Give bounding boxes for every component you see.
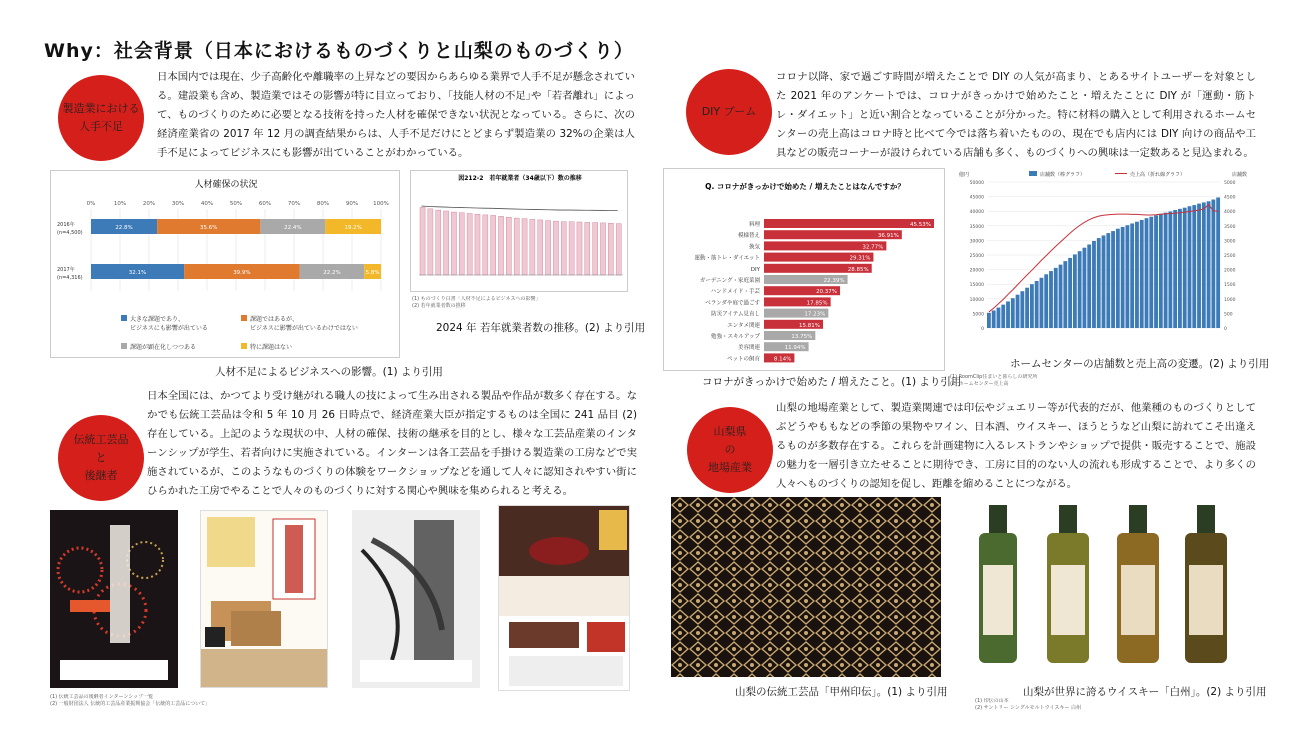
chart4-bar — [1125, 225, 1129, 328]
chart4-bar — [1116, 229, 1120, 328]
chart4-ylabel-right: 店舗数 — [1231, 172, 1247, 178]
chart4-bar — [1111, 231, 1115, 328]
chart2-bar — [530, 219, 535, 275]
chart4-legend-label: 店舗数（棒グラフ） — [1040, 172, 1086, 178]
chart2-bar — [451, 212, 456, 275]
chart3-data-label: 32.77% — [862, 244, 884, 251]
chart4-ytick-left: 25000 — [969, 254, 984, 259]
caption-6: 山梨が世界に誇るウイスキー「白州」。(2) より引用 — [1023, 686, 1267, 698]
caption-2: 2024 年 若年就業者数の推移。(2) より引用 — [436, 322, 646, 334]
chart4-bar — [1001, 305, 1005, 328]
chart3-category-label: ベランダや庭で過ごす — [705, 300, 760, 307]
chart4-panel — [955, 168, 1251, 353]
chart1-data-label: 32.1% — [128, 270, 147, 276]
chart4-bar — [1183, 208, 1187, 328]
chart4-bar — [1178, 209, 1182, 328]
chart4-bar — [1164, 213, 1168, 328]
chart2-bar — [538, 220, 543, 275]
chart3-category-label: 勉強・スキルアップ — [710, 334, 760, 340]
chart2-bar — [593, 223, 598, 275]
chart1-data-label: 22.8% — [115, 225, 133, 231]
section4-text: 山梨の地場産業として、製造業関連では印伝やジュエリー等が代表的だが、他業種のものづくりとしてぶどうやももなどの季節の果物やワイン、日本酒、ウイスキー、ほうとうなど山梨に訪れてこそ出逢えるものが多数存在する。これらを計画建物に入るレストランやショップで提供・販売することで、施設の魅力を一層引き立たせることに期待でき、工房に目的のない人の流れも形成することで、より多くの人々へものづくりの認知を促し、距離を縮めることにつながる。 — [776, 402, 1256, 490]
chart1-category-label: (n=4,316) — [57, 275, 83, 281]
chart4-ytick-left: 40000 — [969, 210, 984, 216]
chart2-line — [422, 206, 618, 211]
chart1-category-label: 2017年 — [57, 267, 75, 273]
chart4-ytick-right: 2000 — [1224, 268, 1236, 274]
chart2-bar — [553, 221, 558, 275]
chart4-bar — [1130, 223, 1134, 328]
chart4-legend-label: 売上高（折れ線グラフ） — [1130, 172, 1186, 178]
chart3-category-label: ハンドメイド・手芸 — [710, 289, 760, 296]
chart2-bar — [459, 213, 464, 275]
chart4-bar — [1106, 233, 1110, 328]
chart4-bar — [1092, 241, 1096, 328]
chart4-bar — [1044, 274, 1048, 328]
chart2-title: 図212-2 若年就業者（34歳以下）数の推移 — [458, 175, 582, 182]
chart2-bar — [428, 209, 433, 275]
chart4-bar — [1149, 217, 1153, 328]
chart4-ytick-right: 5000 — [1224, 181, 1236, 186]
chart4-bar — [1006, 301, 1010, 328]
poster-wakasa-lacquer — [498, 505, 630, 691]
chart3-data-label: 36.91% — [877, 233, 899, 240]
chart1-legend-label: ビジネスにも影響が出ている — [130, 325, 208, 332]
chart4-bar — [1121, 227, 1125, 328]
chart4-ytick-left: 15000 — [969, 283, 984, 289]
chart4-bar — [1211, 200, 1215, 328]
chart4-bar — [1207, 201, 1211, 328]
chart4-ytick-left: 35000 — [969, 224, 984, 230]
chart2-bar — [475, 214, 480, 275]
chart3-panel — [663, 168, 945, 371]
chart4-legend-swatch — [1029, 171, 1037, 176]
chart2-bar — [491, 215, 496, 275]
poster-kiri-box — [200, 510, 328, 688]
chart3-data-label: 17.23% — [804, 311, 826, 318]
chart2-bar — [608, 223, 613, 275]
chart1-legend-swatch — [241, 343, 247, 349]
chart1-data-label: 22.2% — [323, 270, 341, 276]
chart4-bar — [987, 313, 991, 328]
chart2-bar — [483, 215, 488, 275]
poster-fireworks — [50, 510, 178, 688]
chart4-bar — [1140, 220, 1144, 328]
poster-knife — [352, 510, 480, 688]
chart2-bar — [444, 211, 449, 275]
chart4-ytick-left: 50000 — [969, 181, 984, 186]
chart4-bar — [1135, 222, 1139, 328]
chart4-ytick-left: 0 — [981, 327, 984, 332]
chart4-bar — [1202, 202, 1206, 328]
chart1-xtick: 50% — [229, 201, 243, 207]
chart4-ytick-right: 2500 — [1224, 254, 1236, 259]
chart4-bar — [1040, 278, 1044, 328]
chart4-ytick-right: 4000 — [1224, 210, 1236, 216]
chart1-xtick: 60% — [258, 201, 272, 207]
chart2-bar — [585, 222, 590, 275]
chart4-bar — [1059, 265, 1063, 328]
caption-3: コロナがきっかけで始めた / 増えたこと。(1) より引用 — [702, 376, 962, 388]
chart1-xtick: 70% — [287, 201, 301, 207]
chart1-legend-swatch — [241, 315, 247, 321]
chart2-notes: (1) ものづくり白書「人材不足によるビジネスへの影響」 (2) 若年就業者数の推移 — [412, 296, 541, 309]
chart2-panel — [410, 170, 628, 292]
chart1-xtick: 40% — [200, 201, 214, 207]
chart4-bar — [1188, 206, 1192, 328]
chart1-data-label: 5.8% — [365, 270, 380, 276]
chart4-bar — [1054, 268, 1058, 328]
chart3-category-label: DIY — [750, 266, 760, 273]
chart3-data-label: 8.14% — [773, 356, 792, 363]
page-title: Why：社会背景（日本におけるものづくりと山梨のものづくり） — [44, 40, 634, 62]
chart4-bar — [1173, 210, 1177, 328]
caption-1: 人材不足によるビジネスへの影響。(1) より引用 — [215, 366, 443, 378]
hakushu-bottles-image — [975, 505, 1235, 673]
section4-sources: (1) 印伝の山本 (2) サントリー シングルモルトウイスキー 白州 — [975, 698, 1082, 711]
section2-text: コロナ以降、家で過ごす時間が増えたことで DIY の人気が高まり、とあるサイトユーザーを対象とした 2021 年のアンケートでは、コロナがきっかけで始めたこと・増えたことに DIY が「運動・筋トレ・ダイエット」と近い割合となっていることが分かった。特に材料の購入として利用されるホームセンターの売上高はコロナ時と比べて今では落ち着いたものの、現在でも店内には DIY 向けの商品や工具などの販売コーナーが設けられている店舗も多く、ものづくりへの興味は一定数あると見込まれる。 — [776, 71, 1256, 159]
chart4-bar — [1197, 204, 1201, 328]
chart4-bar — [992, 310, 996, 328]
circle-diy-boom: DIY ブーム — [686, 69, 772, 155]
chart1-data-label: 35.6% — [199, 225, 218, 231]
inden-pattern-image — [671, 497, 941, 677]
chart4-ytick-right: 1000 — [1224, 297, 1236, 303]
chart2-bar — [569, 222, 574, 275]
chart4-bar — [1020, 291, 1024, 328]
chart3-bar — [764, 219, 934, 228]
chart4-ytick-right: 3000 — [1224, 239, 1236, 245]
chart4-bar — [1078, 251, 1082, 328]
chart4-ylabel-left: 億円 — [959, 172, 970, 178]
chart3-data-label: 22.39% — [823, 278, 845, 284]
chart4-bar — [1192, 205, 1196, 328]
chart4-ytick-right: 3500 — [1224, 224, 1236, 230]
chart-sources-2: (1) RoomClip住まいと暮らしの研究所 (2) ホームセンター売上高 — [950, 374, 1038, 387]
chart1-data-label: 22.4% — [284, 225, 302, 231]
chart1-legend-label: 課題が顕在化しつつある — [130, 344, 197, 351]
chart3-data-label: 45.53% — [910, 222, 931, 228]
chart3-data-label: 13.75% — [791, 334, 813, 340]
chart2-bar — [577, 222, 582, 275]
chart3-title: Q. コロナがきっかけで始めた / 増えたことはなんですか？ — [705, 182, 905, 191]
chart3-data-label: 20.37% — [816, 289, 838, 296]
circle-yamanashi-industry: 山梨県 の 地場産業 — [687, 407, 773, 493]
circle-labor-shortage: 製造業における 人手不足 — [58, 75, 144, 161]
chart2-bar — [498, 216, 503, 275]
chart1-legend-swatch — [121, 315, 127, 321]
chart4-bar — [1097, 238, 1101, 328]
chart3-category-label: ガーデニング・家庭菜園 — [699, 278, 760, 284]
chart1-category-label: (n=4,500) — [57, 230, 83, 236]
chart1-data-label: 19.2% — [344, 225, 362, 231]
corona-hobby-chart — [664, 169, 946, 372]
chart2-bar — [506, 217, 511, 275]
chart2-bar — [420, 207, 425, 275]
chart3-category-label: エンタメ関連 — [727, 322, 760, 329]
chart2-bar — [522, 219, 527, 275]
chart1-legend-label: 課題ではあるが、 — [250, 316, 299, 323]
chart2-bar — [467, 213, 472, 275]
chart3-data-label: 28.85% — [847, 266, 869, 273]
chart4-bar — [1049, 271, 1053, 328]
chart4-bar — [1216, 197, 1220, 328]
chart2-bar — [514, 218, 519, 275]
chart3-category-label: 運動・筋トレ・ダイエット — [694, 255, 760, 262]
chart4-ytick-left: 20000 — [969, 268, 984, 274]
caption-5: 山梨の伝統工芸品「甲州印伝」。(1) より引用 — [735, 686, 948, 698]
chart4-bar — [1030, 284, 1034, 328]
chart3-category-label: 換気 — [748, 244, 760, 251]
section3-sources: (1) 伝統工芸品の後継者インターンシップ一覧 (2) 一般財団法人 伝統的工芸品産業振興協会「伝統的工芸品について」 — [50, 694, 211, 707]
section1-text: 日本国内では現在、少子高齢化や離職率の上昇などの要因からあらゆる業界で人手不足が懸念されている。建設業も含め、製造業ではその影響が特に目立っており、｢技能人材の不足｣や「若者離れ」によって、ものづくりのために必要となる技術を持った人材を確保できない状況となっている。さらに、次の経済産業省の 2017 年 12 月の調査結果からは、人手不足だけにとどまらず製造業の 32%の企業は人手不足によってビジネスにも影響が出ていることがわかっている。 — [157, 71, 635, 159]
chart1-xtick: 10% — [113, 201, 127, 207]
chart4-ytick-left: 30000 — [969, 239, 984, 245]
chart4-ytick-left: 45000 — [969, 195, 984, 201]
chart3-data-label: 29.31% — [849, 255, 871, 262]
chart4-ytick-right: 0 — [1224, 327, 1227, 332]
chart1-xtick: 100% — [373, 201, 389, 207]
chart3-category-label: ペットの飼育 — [726, 356, 760, 363]
chart3-data-label: 11.94% — [784, 345, 806, 352]
chart3-category-label: 模様替え — [737, 233, 760, 240]
chart1-category-label: 2016年 — [57, 222, 75, 228]
chart4-ytick-left: 10000 — [969, 297, 984, 303]
chart4-bar — [1073, 254, 1077, 328]
chart1-xtick: 20% — [142, 201, 156, 207]
circle-traditional-crafts: 伝統工芸品 と 後継者 — [58, 415, 144, 501]
chart4-bar — [1016, 295, 1020, 328]
staffing-status-chart — [51, 171, 401, 359]
chart1-legend-swatch — [121, 343, 127, 349]
section3-text: 日本全国には、かつてより受け継がれる職人の技によって生み出される製品や作品が数多く存在する。なかでも伝統工芸品は令和 5 年 10 月 26 日時点で、経済産業大臣が指定するものは全国に 241 品目 (2) 存在している。上記のような現状の中、人材の確保、技術の継承を目的とし、様々な工芸品産業のインターンシップが学生、若者向けに実施されている。インターンは各工芸品を手掛ける製造業の工房などで実施されているが、このようなものづくりの体験をワークショップなどを通して人々に認知されやすい街にひらかれた工房でやることで人々のものづくりに対する関心や興味を集められると考える。 — [147, 390, 637, 497]
caption-4: ホームセンターの店舗数と売上高の変遷。(2) より引用 — [1010, 358, 1270, 370]
chart3-category-label: 料理 — [748, 222, 760, 228]
chart4-ytick-right: 1500 — [1224, 283, 1236, 289]
young-workers-chart — [411, 171, 629, 293]
chart2-bar — [616, 224, 621, 275]
chart4-bar — [1011, 298, 1015, 328]
chart1-legend-label: ビジネスに影響が出ているわけではない — [250, 325, 358, 332]
chart1-title: 人材確保の状況 — [194, 180, 258, 190]
chart4-bar — [1102, 235, 1106, 328]
chart2-bar — [600, 223, 605, 275]
chart4-bar — [1159, 214, 1163, 328]
chart1-legend-label: 大きな課題であり、 — [130, 316, 185, 323]
chart4-bar — [1145, 218, 1149, 328]
chart4-bar — [1035, 281, 1039, 328]
chart4-bar — [1154, 215, 1158, 328]
chart2-bar — [561, 222, 566, 275]
chart4-ytick-right: 4500 — [1224, 195, 1236, 201]
chart2-bar — [546, 221, 551, 275]
chart4-bar — [1063, 261, 1067, 328]
chart4-bar — [1025, 288, 1029, 328]
chart1-data-label: 39.9% — [233, 270, 251, 276]
home-center-chart — [955, 168, 1251, 353]
chart4-bar — [1087, 244, 1091, 328]
chart4-bar — [1083, 248, 1087, 328]
chart4-bar — [997, 308, 1001, 328]
chart1-legend-label: 特に課題はない — [250, 344, 293, 351]
chart4-ytick-left: 5000 — [972, 312, 984, 318]
chart3-data-label: 17.85% — [806, 300, 828, 307]
chart4-ytick-right: 500 — [1224, 312, 1233, 318]
chart4-bar — [1168, 211, 1172, 328]
chart3-category-label: 防災アイテム見直し — [711, 311, 760, 318]
chart1-xtick: 30% — [171, 201, 185, 207]
chart3-data-label: 15.81% — [799, 322, 821, 329]
chart1-panel — [50, 170, 400, 358]
chart1-xtick: 0% — [86, 201, 96, 207]
chart1-xtick: 90% — [345, 201, 359, 207]
chart4-bar — [1068, 258, 1072, 328]
chart2-bar — [436, 210, 441, 275]
chart1-xtick: 80% — [316, 201, 330, 207]
chart3-category-label: 美容関連 — [737, 345, 760, 352]
